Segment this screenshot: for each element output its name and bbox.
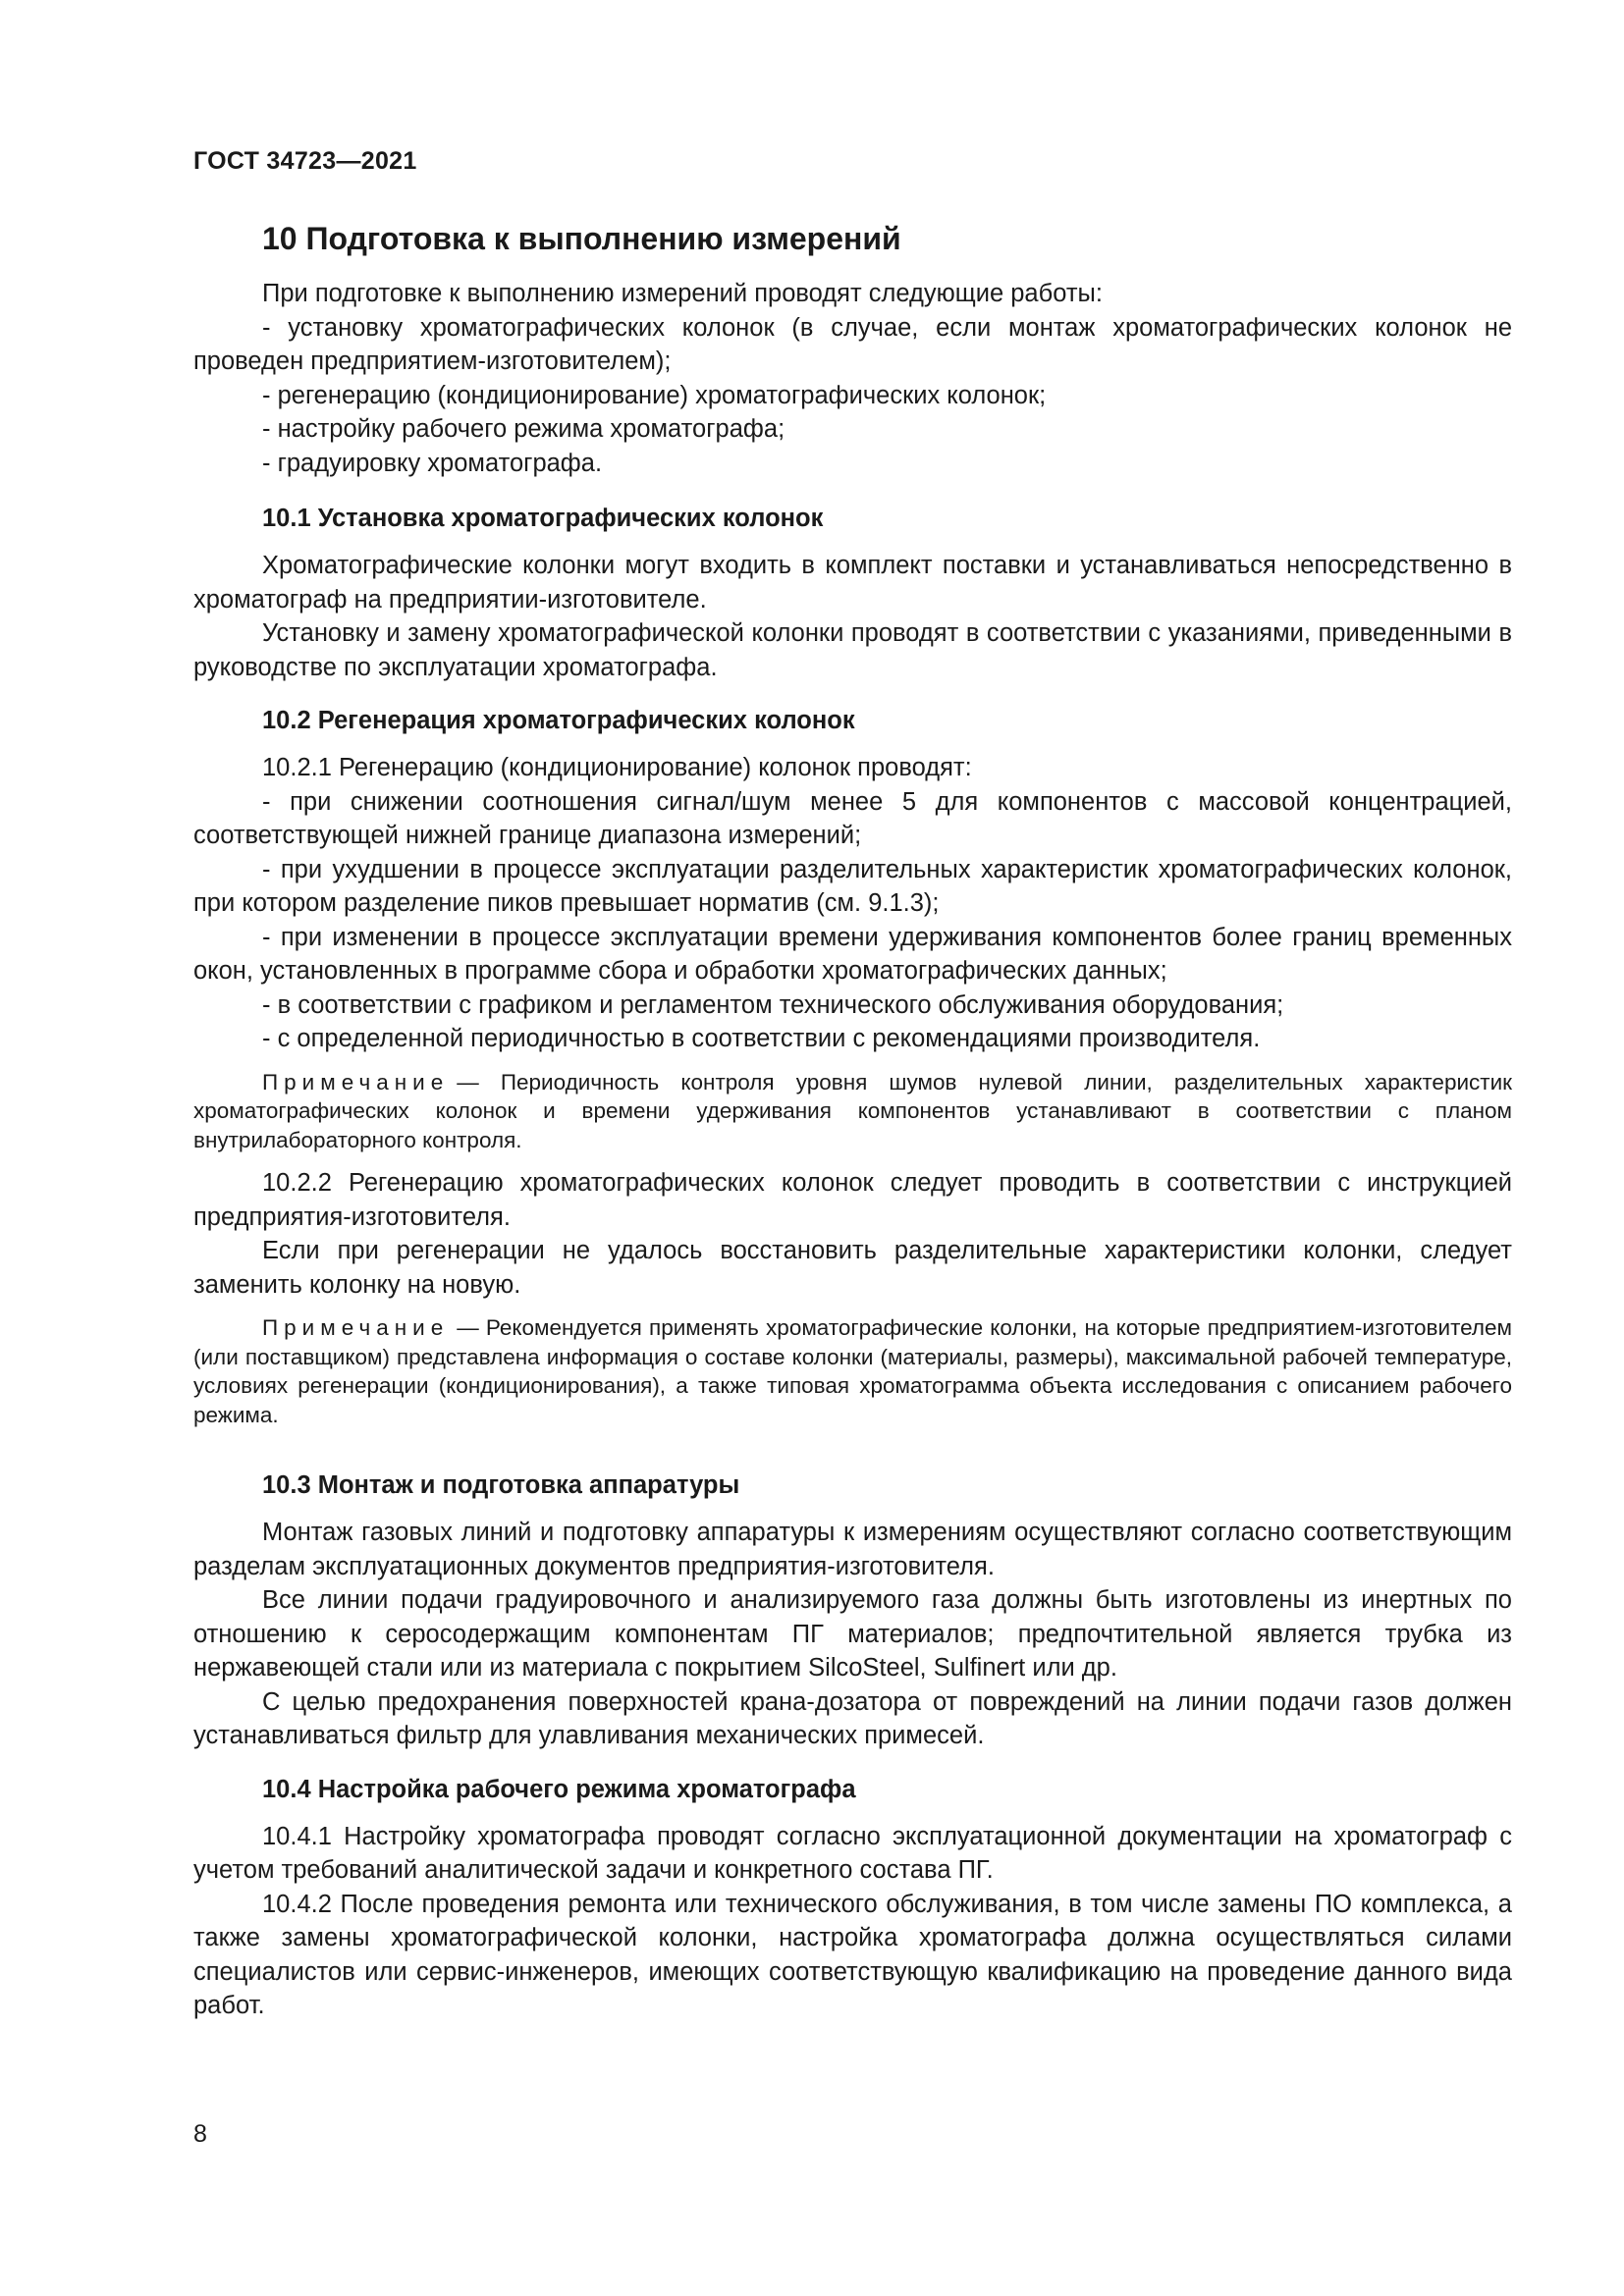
- section-10-4-paragraph: 10.4.2 После проведения ремонта или технического обслуживания, в том числе замены ПО комплекса, а также замены хроматографической колонки, настройка хроматографа должна осуществляться силами специалистов или сервис-инженеров, имеющих соответствующую квалификацию на проведение данного вида работ.: [193, 1890, 1512, 2019]
- section-10-item: - установку хроматографических колонок (в случае, если монтаж хроматографических колонок не проведен предприятием-изготовителем);: [193, 313, 1512, 375]
- section-10-intro: При подготовке к выполнению измерений проводят следующие работы:: [262, 280, 1103, 307]
- note-1-text: — Периодичность контроля уровня шумов нулевой линии, разделительных характеристик хроматографических колонок и времени удерживания компонентов устанавливают в соответствии с планом внутрилабораторного контроля.: [193, 1069, 1512, 1152]
- section-10-2-1-intro: 10.2.1 Регенерацию (кондиционирование) колонок проводят:: [262, 754, 972, 781]
- document-body: [193, 218, 1512, 2023]
- section-10-2-item: - в соответствии с графиком и регламентом технического обслуживания оборудования;: [262, 990, 1284, 1019]
- section-10-4-title: 10.4 Настройка рабочего режима хроматографа: [262, 1775, 856, 1803]
- section-10-item: - регенерацию (кондиционирование) хроматографических колонок;: [262, 381, 1047, 409]
- note-1: [193, 1068, 1512, 1155]
- section-10-3-paragraph: Все линии подачи градуировочного и анализируемого газа должны быть изготовлены из инертных по отношению к серосодержащим компонентам ПГ материалов; предпочтительной является трубка из нержавеющей стали или из материала с покрытием SilcoSteel, Sulfinert или др.: [193, 1586, 1512, 1682]
- document-code-header: ГОСТ 34723—2021: [193, 147, 417, 175]
- section-10-3-paragraph: Монтаж газовых линий и подготовку аппаратуры к измерениям осуществляют согласно соответствующим разделам эксплуатационных документов предприятия-изготовителя.: [193, 1519, 1512, 1580]
- section-10-item: - настройку рабочего режима хроматографа;: [262, 415, 785, 443]
- section-10-title: 10 Подготовка к выполнению измерений: [262, 221, 901, 256]
- section-10-2-replace-paragraph: Если при регенерации не удалось восстановить разделительные характеристики колонки, следует заменить колонку на новую.: [193, 1237, 1512, 1299]
- section-10-2-item: - при ухудшении в процессе эксплуатации разделительных характеристик хроматографических колонок, при котором разделение пиков превышает норматив (см. 9.1.3);: [193, 855, 1512, 917]
- page-number: 8: [193, 2120, 207, 2148]
- section-10-1-paragraph: Установку и замену хроматографической колонки проводят в соответствии с указаниями, приведенными в руководстве по эксплуатации хроматографа.: [193, 619, 1512, 681]
- note-2-label: Примечание: [262, 1315, 450, 1340]
- section-10-item: - градуировку хроматографа.: [262, 449, 603, 477]
- section-10-2-item: - при снижении соотношения сигнал/шум менее 5 для компонентов с массовой концентрацией, соответствующей нижней границе диапазона измерений;: [193, 787, 1512, 849]
- note-2: [193, 1313, 1512, 1429]
- section-10-2-item: - при изменении в процессе эксплуатации времени удерживания компонентов более границ временных окон, установленных в программе сбора и обработки хроматографических данных;: [193, 923, 1512, 985]
- section-10-1-title: 10.1 Установка хроматографических колонок: [262, 505, 824, 532]
- section-10-3-title: 10.3 Монтаж и подготовка аппаратуры: [262, 1471, 740, 1499]
- section-10-2-2-paragraph: 10.2.2 Регенерацию хроматографических колонок следует проводить в соответствии с инструкцией предприятия-изготовителя.: [193, 1169, 1512, 1231]
- section-10-3-paragraph: С целью предохранения поверхностей крана-дозатора от повреждений на линии подачи газов должен устанавливаться фильтр для улавливания механических примесей.: [193, 1687, 1512, 1749]
- section-10-4-paragraph: 10.4.1 Настройку хроматографа проводят согласно эксплуатационной документации на хроматограф с учетом требований аналитической задачи и конкретного состава ПГ.: [193, 1822, 1512, 1884]
- note-2-text: — Рекомендуется применять хроматографические колонки, на которые предприятием-изготовителем (или поставщиком) представлена информация о составе колонки (материалы, размеры), максимальной рабочей температуре, условиях регенерации (кондиционирования), а также типовая хроматограмма объекта исследования с описанием рабочего режима.: [193, 1315, 1512, 1427]
- note-1-label: Примечание: [262, 1069, 450, 1095]
- section-10-2-item: - с определенной периодичностью в соответствии с рекомендациями производителя.: [262, 1025, 1261, 1052]
- section-10-2-title: 10.2 Регенерация хроматографических колонок: [262, 707, 855, 734]
- section-10-1-paragraph: Хроматографические колонки могут входить в комплект поставки и устанавливаться непосредственно в хроматограф на предприятии-изготовителе.: [193, 552, 1512, 614]
